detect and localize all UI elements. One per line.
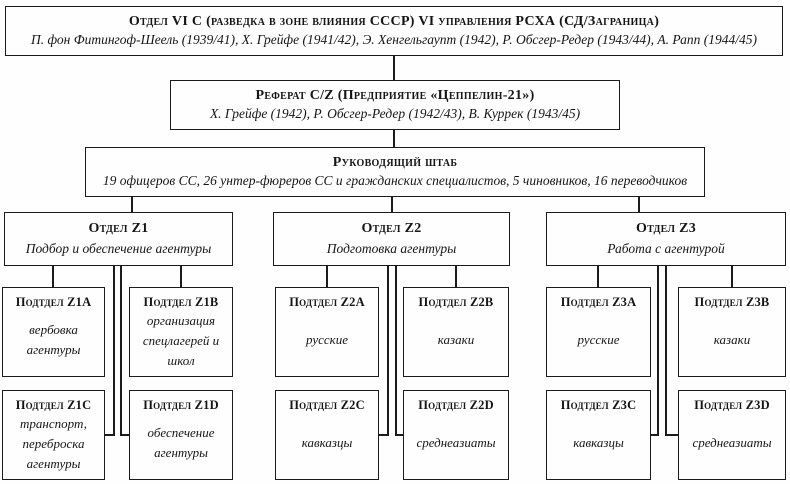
- dept-title: Отдел Z2: [361, 221, 422, 237]
- dept-subtitle: Подготовка агентуры: [326, 240, 457, 256]
- connector-line: [657, 265, 659, 436]
- connector-line: [104, 434, 115, 436]
- sub-title: Подтдел Z2B: [418, 295, 494, 309]
- sub-title: Подтдел Z1C: [15, 398, 92, 412]
- sub-title: Подтдел Z1B: [143, 295, 219, 309]
- connector-line: [731, 265, 733, 287]
- sub-title: Подтдел Z1A: [15, 295, 92, 309]
- connector-line: [395, 265, 397, 436]
- dept-title: Отдел Z3: [635, 221, 697, 237]
- sub-function: казаки: [713, 332, 751, 348]
- connector-line: [52, 265, 54, 287]
- sub-function: организация спецлагерей и школ: [142, 312, 220, 368]
- sub-function: среднеазиаты: [416, 435, 496, 451]
- connector-line: [113, 265, 115, 436]
- connector-line: [665, 265, 667, 436]
- sub-box-z1a: [2, 287, 105, 377]
- sub-title: Подтдел Z2D: [418, 398, 494, 412]
- sub-function: русские: [306, 332, 348, 348]
- sub-title: Подтдел Z3A: [560, 295, 637, 309]
- dept-box-z3: [546, 212, 786, 266]
- sub-title: Подтдел Z2C: [289, 398, 365, 412]
- sub-function: кавказцы: [301, 435, 353, 451]
- sub-function: русские: [577, 332, 620, 348]
- sub-function: кавказцы: [573, 435, 624, 451]
- box-title: Реферат C/Z (Предприятие «Цеппелин-21»): [255, 87, 535, 103]
- box-chiefs-list: Х. Грейфе (1942), Р. Обсгер-Редер (1942/43), В. Куррек (1943/45): [209, 106, 581, 122]
- sub-title: Подтдел Z3C: [560, 398, 637, 412]
- connector-line: [180, 265, 182, 287]
- sub-function: казаки: [437, 332, 475, 348]
- sub-function: обеспечение агентуры: [147, 425, 215, 461]
- connector-line: [393, 55, 395, 80]
- sub-title: Подтдел Z1D: [143, 398, 219, 412]
- sub-box-z3c: [546, 390, 651, 480]
- connector-line: [387, 265, 389, 436]
- box-title: Руководящий штаб: [332, 154, 458, 170]
- sub-box-z3a: [546, 287, 651, 377]
- sub-function: транспорт, переброска агентуры: [20, 415, 87, 471]
- dept-subtitle: Работа с агентурой: [607, 240, 725, 256]
- box-chiefs-list: П. фон Фитингоф-Шеель (1939/41), Х. Грейфе (1941/42), Э. Хенгельгаупт (1942), Р. Обсгер-Редер (1943/44), А. Рапп (1944/45): [30, 32, 758, 48]
- sub-title: Подтдел Z3D: [694, 398, 770, 412]
- org-box-referat-cz: [170, 80, 620, 130]
- org-box-department-vi-c: [5, 6, 783, 56]
- sub-box-z3d: [678, 390, 786, 480]
- dept-title: Отдел Z1: [88, 221, 149, 237]
- connector-line: [665, 434, 679, 436]
- connector-line: [120, 265, 122, 436]
- sub-box-z1b: [129, 287, 233, 377]
- sub-title: Подтдел Z3B: [694, 295, 770, 309]
- sub-box-z3b: [678, 287, 786, 377]
- sub-function: вербовка агентуры: [26, 322, 81, 358]
- connector-line: [120, 434, 130, 436]
- connector-line: [455, 265, 457, 287]
- dept-subtitle: Подбор и обеспечение агентуры: [25, 240, 212, 256]
- connector-line: [597, 265, 599, 287]
- connector-line: [395, 434, 404, 436]
- org-box-command-staff: [85, 147, 705, 197]
- connector-line: [638, 196, 640, 212]
- connector-line: [378, 434, 389, 436]
- sub-box-z2b: [403, 287, 509, 377]
- sub-title: Подтдел Z2A: [289, 295, 365, 309]
- sub-box-z2d: [403, 390, 509, 480]
- sub-box-z1c: [2, 390, 105, 480]
- sub-function: среднеазиаты: [692, 435, 772, 451]
- connector-line: [131, 196, 133, 212]
- connector-line: [391, 196, 393, 212]
- sub-box-z1d: [129, 390, 233, 480]
- sub-box-z2a: [275, 287, 379, 377]
- sub-box-z2c: [275, 390, 379, 480]
- connector-line: [326, 265, 328, 287]
- dept-box-z1: [4, 212, 233, 266]
- box-staff-composition: 19 офицеров СС, 26 унтер-фюреров СС и гражданских специалистов, 5 чиновников, 16 переводчиков: [102, 173, 688, 189]
- dept-box-z2: [273, 212, 510, 266]
- connector-line: [393, 129, 395, 147]
- box-title: Отдел VI C (разведка в зоне влияния СССР) VI управления РСХА (СД/Заграница): [128, 13, 660, 29]
- connector-line: [650, 434, 659, 436]
